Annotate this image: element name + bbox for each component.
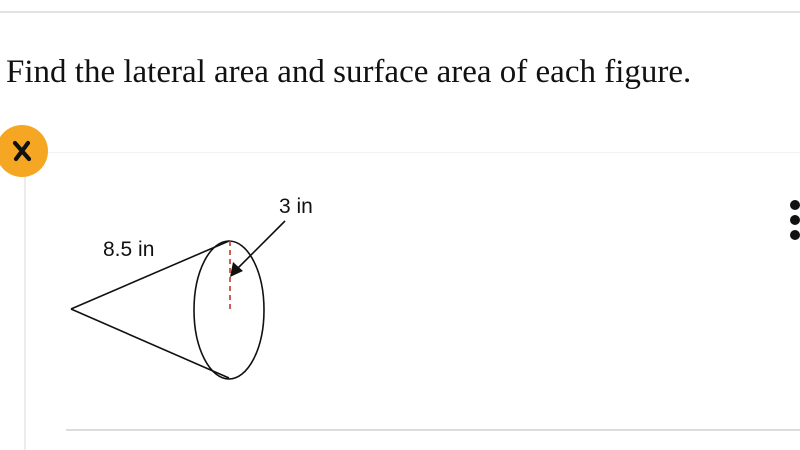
cone-base-ellipse [194, 241, 264, 379]
question-prompt: Find the lateral area and surface area of each figure. [6, 54, 692, 90]
radius-pointer-line [236, 221, 285, 270]
bottom-divider [66, 429, 800, 431]
cone-slant-bottom [71, 309, 229, 378]
radius-label: 3 in [279, 195, 313, 218]
slant-height-label: 8.5 in [103, 238, 155, 261]
